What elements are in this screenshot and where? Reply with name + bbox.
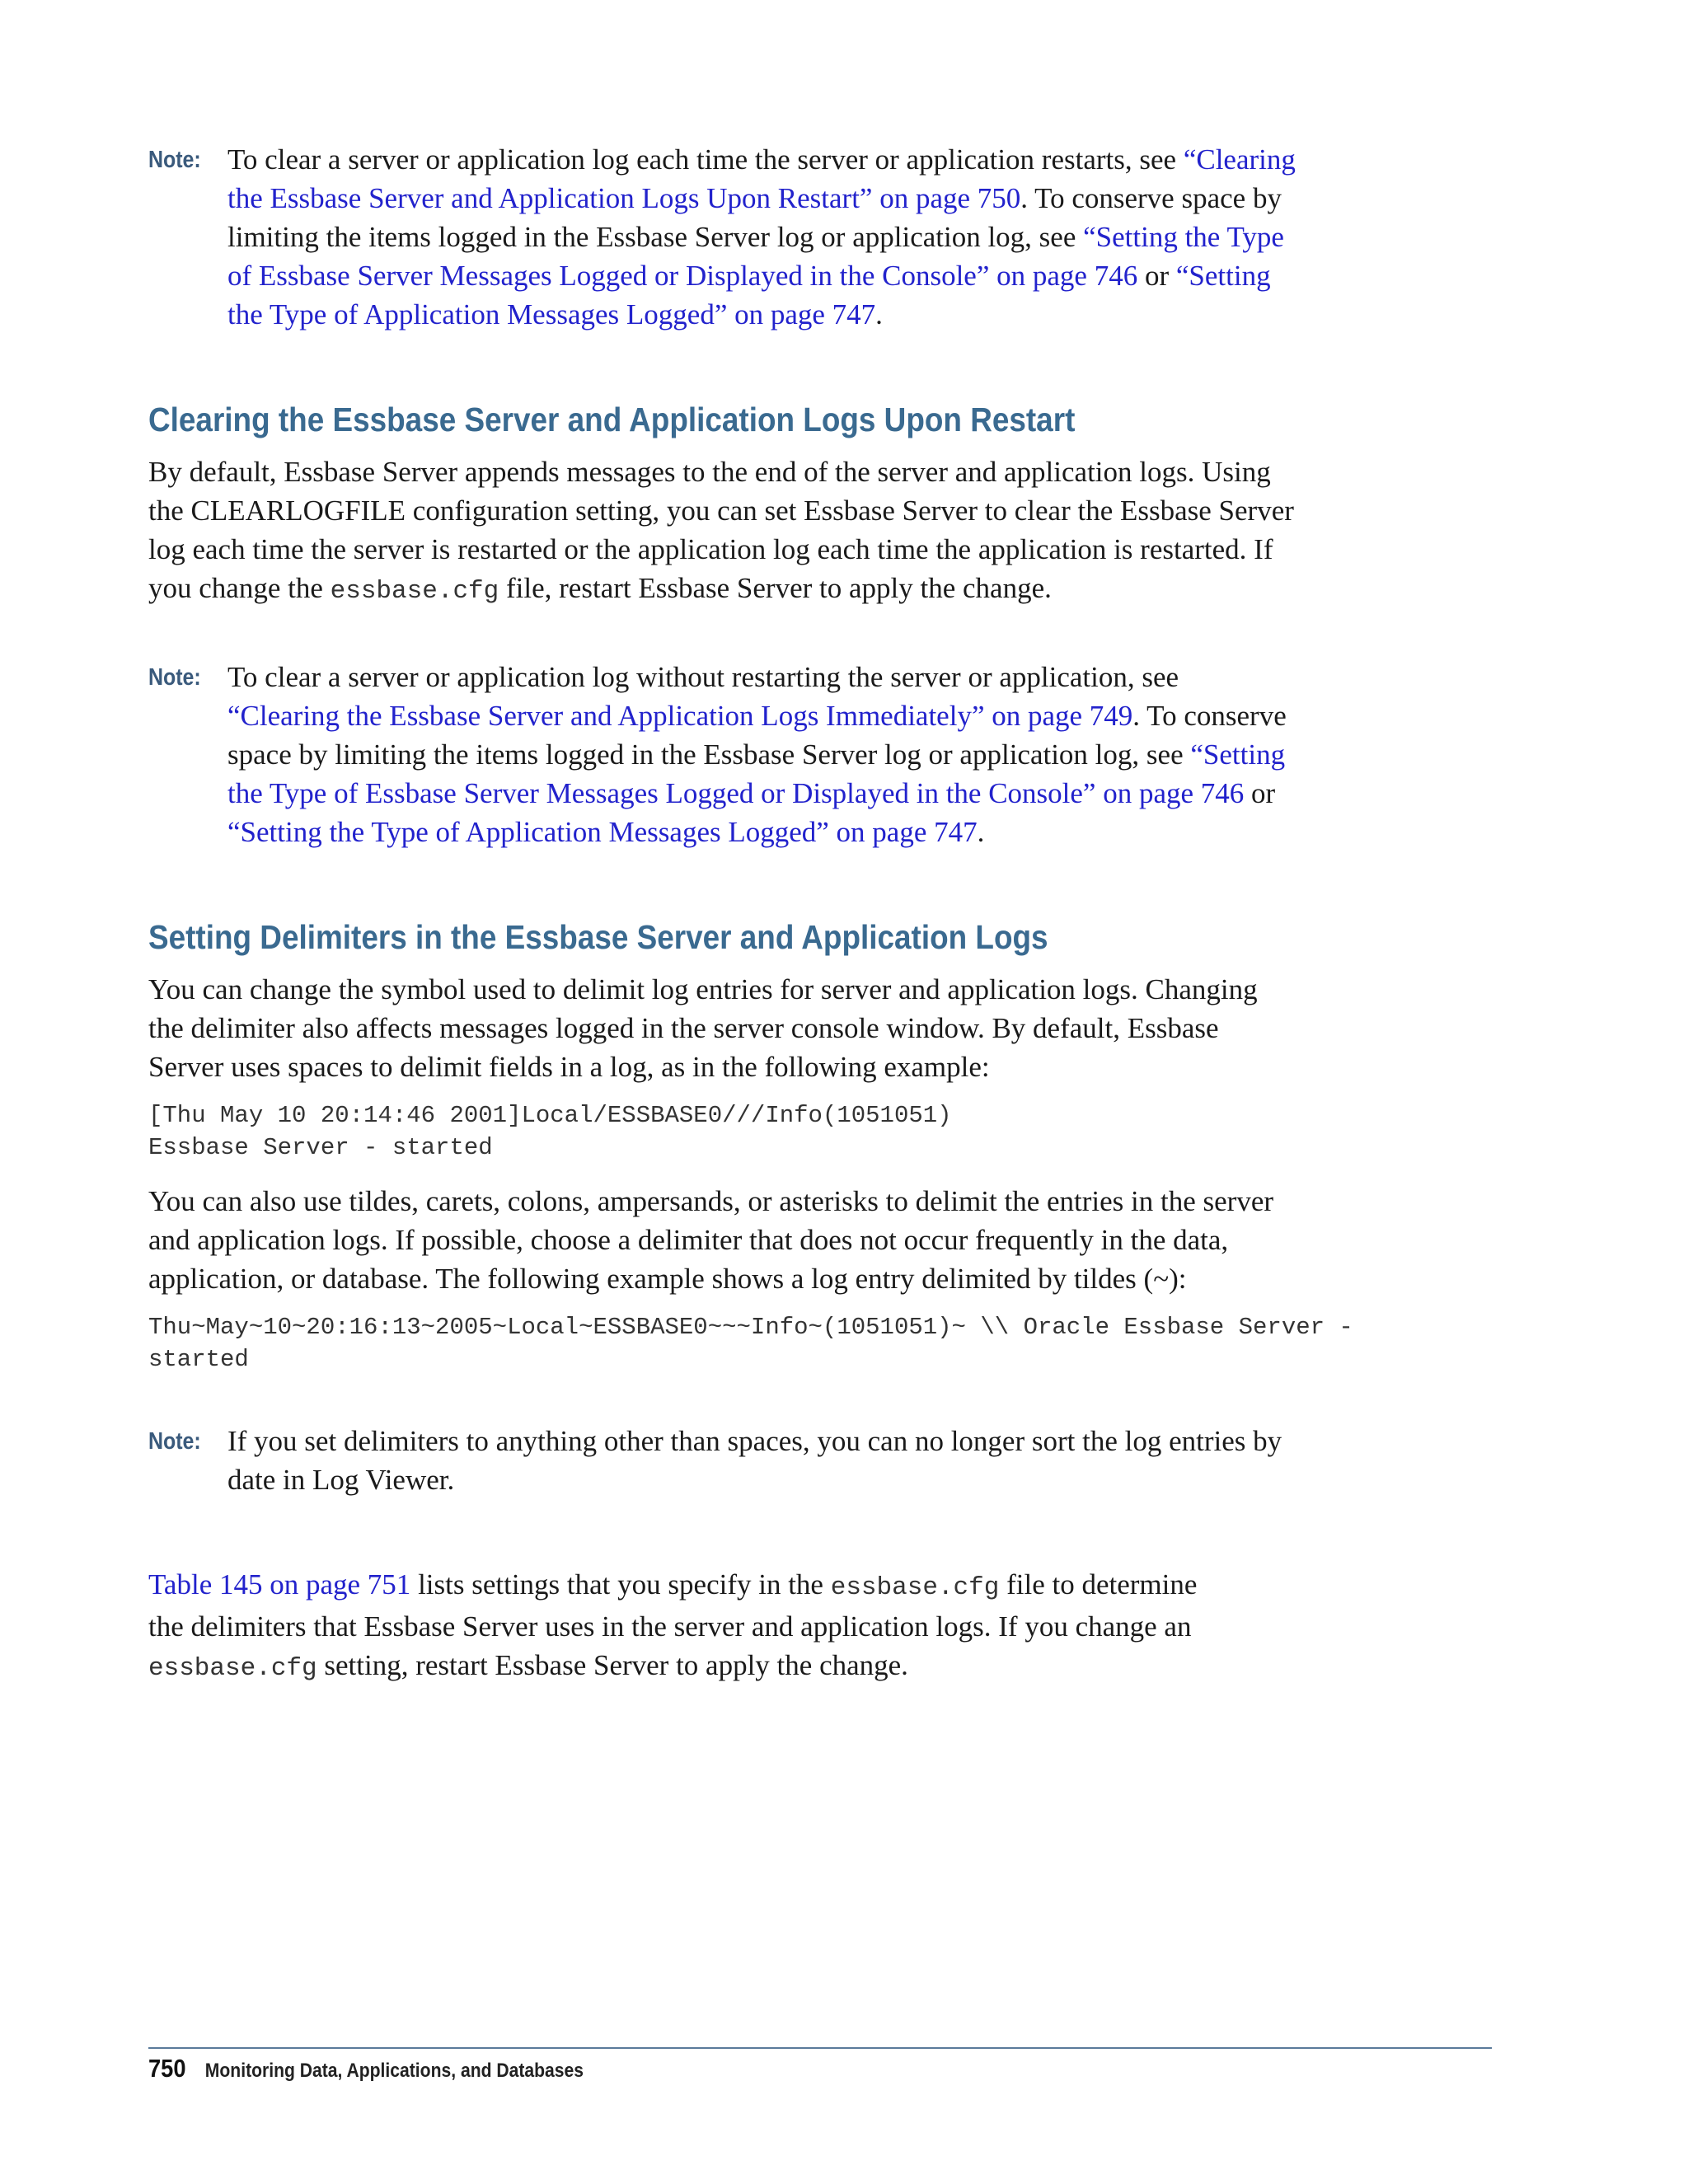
note-text: . To conserve space by limiting the items logged in the Essbase Server log or application log, see (227, 700, 1287, 771)
inline-code: essbase.cfg (148, 1654, 317, 1683)
note-label: Note: (148, 147, 201, 173)
body-paragraph (148, 1565, 1236, 1688)
chapter-title: Monitoring Data, Applications, and Databases (204, 2060, 584, 2082)
code-example: [Thu May 10 20:14:46 2001]Local/ESSBASE0///Info(1051051) Essbase Server - started (148, 1102, 952, 1161)
xref-link-server-messages-logged[interactable]: “Setting the Type of Essbase Server Messages Logged or Displayed in the Console” on page 746 (227, 221, 1284, 292)
section-heading: Clearing the Essbase Server and Application Logs Upon Restart (148, 401, 1076, 438)
xref-link-table-145[interactable]: Table 145 on page 751 (148, 1568, 411, 1601)
inline-code: essbase.cfg (830, 1573, 1000, 1602)
note-text: or (1244, 777, 1276, 809)
note-block (148, 658, 1294, 851)
paragraph-text: setting, restart Essbase Server to apply the change. (316, 1649, 908, 1681)
note-text: To clear a server or application log each time the server or application restarts, see (227, 143, 1184, 176)
page-number: 750 (148, 2054, 186, 2083)
xref-link-server-messages-logged[interactable]: “Setting the Type of Essbase Server Messages Logged or Displayed in the Console” on page 746 (227, 738, 1286, 809)
paragraph-text: By default, Essbase Server appends messages to the end of the server and application logs. Using the CLEARLOGFILE configuration setting, you can set Essbase Server to clear the Essbase Server log each time the server is restarted or the application log each time the application is restarted. If you change the (148, 456, 1294, 604)
note-block (148, 1422, 1302, 1499)
page-footer (148, 2054, 584, 2083)
paragraph-text: lists settings that you specify in the (410, 1568, 831, 1601)
body-paragraph (148, 452, 1294, 611)
section-heading: Setting Delimiters in the Essbase Server and Application Logs (148, 918, 1048, 956)
footer-rule (148, 2047, 1492, 2049)
xref-link-application-messages-logged[interactable]: “Setting the Type of Application Messages Logged” on page 747 (227, 260, 1271, 330)
note-label: Note: (148, 1428, 201, 1455)
note-text: . To conserve space by limiting the items logged in the Essbase Server log or application log, see (227, 182, 1282, 253)
xref-link-application-messages-logged[interactable]: “Setting the Type of Application Messages Logged” on page 747 (227, 816, 978, 848)
xref-link-clearing-logs-immediately[interactable]: “Clearing the Essbase Server and Application Logs Immediately” on page 749 (227, 700, 1133, 732)
note-text: . (977, 816, 985, 848)
body-paragraph: You can change the symbol used to delimit log entries for server and application logs. Changing the delimiter also affects messages logged in the server console window. By default, Essbase Server uses spaces to delimit fields in a log, as in the following example: (148, 973, 1258, 1083)
xref-link-clearing-logs-upon-restart[interactable]: “Clearing the Essbase Server and Application Logs Upon Restart” on page 750 (227, 143, 1296, 214)
page-body (148, 140, 1353, 1688)
note-text: To clear a server or application log without restarting the server or application, see (227, 661, 1179, 693)
paragraph-text: file, restart Essbase Server to apply the change. (499, 572, 1052, 604)
inline-code: essbase.cfg (330, 577, 499, 606)
note-label: Note: (148, 664, 201, 691)
note-block (148, 140, 1302, 334)
paragraph-text: file to determine the delimiters that Essbase Server uses in the server and application logs. If you change an (148, 1568, 1198, 1643)
code-example: Thu~May~10~20:16:13~2005~Local~ESSBASE0~~~Info~(1051051)~ \\ Oracle Essbase Server - started (148, 1314, 1353, 1373)
note-text: If you set delimiters to anything other than spaces, you can no longer sort the log entries by date in Log Viewer. (227, 1425, 1282, 1496)
body-paragraph: You can also use tildes, carets, colons, ampersands, or asterisks to delimit the entries in the server and application logs. If possible, choose a delimiter that does not occur frequently in the data, application, or database. The following example shows a log entry delimited by tildes (~): (148, 1185, 1274, 1295)
note-text: . (875, 298, 883, 330)
note-text: or (1137, 260, 1176, 292)
